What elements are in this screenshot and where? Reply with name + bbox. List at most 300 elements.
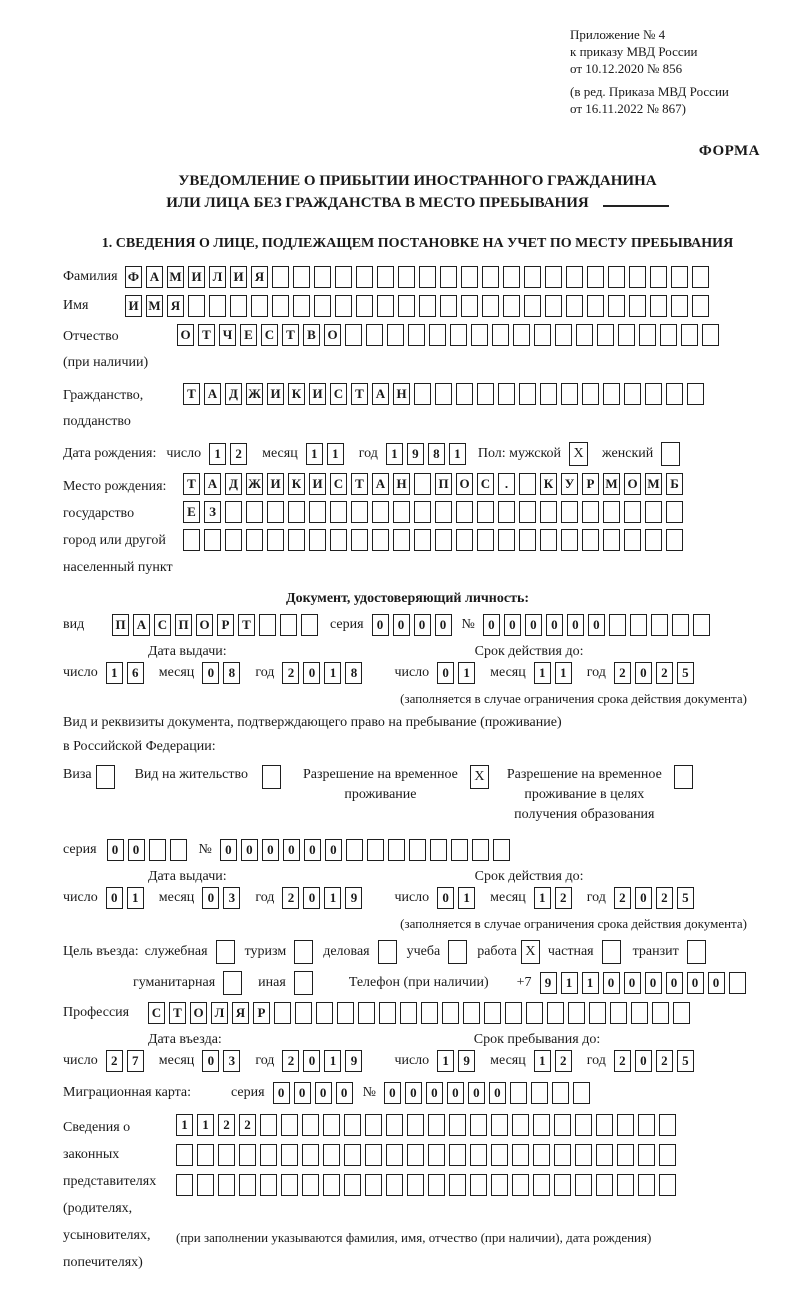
form-cell[interactable] xyxy=(608,266,625,288)
form-cell[interactable] xyxy=(302,1174,319,1196)
form-cell[interactable]: 0 xyxy=(336,1082,353,1104)
birth-month-input[interactable] xyxy=(306,443,344,465)
form-cell[interactable] xyxy=(274,1002,291,1024)
form-cell[interactable] xyxy=(503,295,520,317)
doc-valid-year-input[interactable] xyxy=(614,662,694,684)
form-cell[interactable]: 3 xyxy=(223,1050,240,1072)
form-cell[interactable] xyxy=(344,1174,361,1196)
form-cell[interactable] xyxy=(603,383,620,405)
form-cell[interactable]: 9 xyxy=(458,1050,475,1072)
form-cell[interactable] xyxy=(272,295,289,317)
form-cell[interactable]: 0 xyxy=(304,839,321,861)
form-cell[interactable] xyxy=(650,295,667,317)
form-cell[interactable]: В xyxy=(303,324,320,346)
form-cell[interactable]: 2 xyxy=(614,662,631,684)
form-cell[interactable] xyxy=(323,1114,340,1136)
form-cell[interactable] xyxy=(498,529,515,551)
form-cell[interactable] xyxy=(330,501,347,523)
form-cell[interactable] xyxy=(596,1114,613,1136)
form-cell[interactable]: Ж xyxy=(246,473,263,495)
form-cell[interactable] xyxy=(414,501,431,523)
doc-nomer-input[interactable] xyxy=(483,614,710,636)
form-cell[interactable]: Д xyxy=(225,383,242,405)
form-cell[interactable] xyxy=(471,324,488,346)
form-cell[interactable] xyxy=(673,1002,690,1024)
form-cell[interactable]: Ж xyxy=(246,383,263,405)
form-cell[interactable] xyxy=(693,614,710,636)
form-cell[interactable]: 0 xyxy=(202,662,219,684)
purpose-study-checkbox[interactable] xyxy=(448,940,467,964)
form-cell[interactable] xyxy=(387,324,404,346)
form-cell[interactable] xyxy=(582,383,599,405)
form-cell[interactable] xyxy=(540,529,557,551)
form-cell[interactable]: 0 xyxy=(283,839,300,861)
temp-residence-edu-checkbox[interactable] xyxy=(674,765,693,789)
form-cell[interactable]: 0 xyxy=(303,1050,320,1072)
permit-nomer-input[interactable] xyxy=(220,839,510,861)
form-cell[interactable] xyxy=(377,295,394,317)
form-cell[interactable] xyxy=(419,295,436,317)
form-cell[interactable]: 0 xyxy=(128,839,145,861)
form-cell[interactable]: А xyxy=(204,383,221,405)
form-cell[interactable] xyxy=(372,529,389,551)
form-cell[interactable]: Л xyxy=(211,1002,228,1024)
form-cell[interactable]: С xyxy=(477,473,494,495)
form-cell[interactable]: 0 xyxy=(414,614,431,636)
purpose-official-checkbox[interactable] xyxy=(216,940,235,964)
form-cell[interactable] xyxy=(246,529,263,551)
form-cell[interactable]: П xyxy=(112,614,129,636)
form-cell[interactable] xyxy=(659,1174,676,1196)
form-cell[interactable]: 2 xyxy=(218,1114,235,1136)
form-cell[interactable]: 1 xyxy=(209,443,226,465)
profession-input[interactable] xyxy=(148,1002,690,1024)
form-cell[interactable] xyxy=(281,1114,298,1136)
form-cell[interactable] xyxy=(624,383,641,405)
form-cell[interactable]: 2 xyxy=(614,1050,631,1072)
form-cell[interactable] xyxy=(624,501,641,523)
form-cell[interactable]: М xyxy=(645,473,662,495)
form-cell[interactable] xyxy=(176,1174,193,1196)
form-cell[interactable] xyxy=(450,324,467,346)
form-cell[interactable] xyxy=(288,501,305,523)
form-cell[interactable] xyxy=(302,1114,319,1136)
form-cell[interactable]: 0 xyxy=(635,1050,652,1072)
form-cell[interactable] xyxy=(346,839,363,861)
form-cell[interactable]: 1 xyxy=(534,1050,551,1072)
form-cell[interactable]: А xyxy=(204,473,221,495)
form-cell[interactable] xyxy=(652,1002,669,1024)
form-cell[interactable] xyxy=(366,324,383,346)
form-cell[interactable] xyxy=(519,501,536,523)
form-cell[interactable] xyxy=(337,1002,354,1024)
form-cell[interactable] xyxy=(301,614,318,636)
form-cell[interactable]: 2 xyxy=(282,1050,299,1072)
form-cell[interactable] xyxy=(309,501,326,523)
form-cell[interactable] xyxy=(666,529,683,551)
form-cell[interactable] xyxy=(512,1174,529,1196)
form-cell[interactable] xyxy=(566,295,583,317)
form-cell[interactable]: З xyxy=(204,501,221,523)
form-cell[interactable] xyxy=(702,324,719,346)
form-cell[interactable]: А xyxy=(133,614,150,636)
doc-valid-month-input[interactable] xyxy=(534,662,572,684)
birthplace-row3-input[interactable] xyxy=(183,529,683,551)
form-cell[interactable] xyxy=(449,1114,466,1136)
form-cell[interactable]: 1 xyxy=(534,887,551,909)
form-cell[interactable] xyxy=(540,501,557,523)
form-cell[interactable]: 1 xyxy=(582,972,599,994)
form-cell[interactable]: 0 xyxy=(447,1082,464,1104)
form-cell[interactable] xyxy=(461,295,478,317)
form-cell[interactable]: Я xyxy=(232,1002,249,1024)
form-cell[interactable]: 1 xyxy=(458,662,475,684)
form-cell[interactable]: 1 xyxy=(327,443,344,465)
form-cell[interactable]: 8 xyxy=(345,662,362,684)
form-cell[interactable] xyxy=(645,529,662,551)
form-cell[interactable] xyxy=(407,1174,424,1196)
form-cell[interactable] xyxy=(492,324,509,346)
form-cell[interactable] xyxy=(477,529,494,551)
form-cell[interactable] xyxy=(524,266,541,288)
entry-month-input[interactable] xyxy=(202,1050,240,1072)
form-cell[interactable] xyxy=(260,1114,277,1136)
form-cell[interactable] xyxy=(428,1114,445,1136)
form-cell[interactable]: К xyxy=(288,473,305,495)
form-cell[interactable] xyxy=(442,1002,459,1024)
form-cell[interactable]: 0 xyxy=(483,614,500,636)
form-cell[interactable] xyxy=(472,839,489,861)
form-cell[interactable] xyxy=(451,839,468,861)
form-cell[interactable] xyxy=(545,295,562,317)
form-cell[interactable]: 0 xyxy=(303,887,320,909)
form-cell[interactable]: 0 xyxy=(468,1082,485,1104)
form-cell[interactable]: Т xyxy=(351,473,368,495)
form-cell[interactable]: 9 xyxy=(407,443,424,465)
form-cell[interactable] xyxy=(547,1002,564,1024)
form-cell[interactable] xyxy=(618,324,635,346)
form-cell[interactable] xyxy=(554,1174,571,1196)
form-cell[interactable]: 0 xyxy=(384,1082,401,1104)
form-cell[interactable] xyxy=(576,324,593,346)
form-cell[interactable]: 2 xyxy=(282,662,299,684)
form-cell[interactable] xyxy=(582,501,599,523)
form-cell[interactable] xyxy=(259,614,276,636)
form-cell[interactable]: 0 xyxy=(393,614,410,636)
form-cell[interactable]: 0 xyxy=(325,839,342,861)
purpose-business-checkbox[interactable] xyxy=(378,940,397,964)
form-cell[interactable]: О xyxy=(196,614,213,636)
form-cell[interactable] xyxy=(659,1114,676,1136)
form-cell[interactable] xyxy=(566,266,583,288)
form-cell[interactable] xyxy=(356,266,373,288)
form-number-blank[interactable] xyxy=(603,193,669,207)
form-cell[interactable]: 1 xyxy=(561,972,578,994)
form-cell[interactable] xyxy=(533,1174,550,1196)
form-cell[interactable]: К xyxy=(540,473,557,495)
form-cell[interactable]: И xyxy=(267,473,284,495)
form-cell[interactable] xyxy=(498,383,515,405)
stay-year-input[interactable] xyxy=(614,1050,694,1072)
form-cell[interactable]: 0 xyxy=(588,614,605,636)
residence-checkbox[interactable] xyxy=(262,765,281,789)
form-cell[interactable] xyxy=(470,1114,487,1136)
form-cell[interactable] xyxy=(482,295,499,317)
form-cell[interactable] xyxy=(393,501,410,523)
form-cell[interactable] xyxy=(482,266,499,288)
form-cell[interactable] xyxy=(351,529,368,551)
form-cell[interactable]: М xyxy=(146,295,163,317)
form-cell[interactable]: Я xyxy=(251,266,268,288)
form-cell[interactable] xyxy=(493,839,510,861)
form-cell[interactable] xyxy=(335,295,352,317)
form-cell[interactable] xyxy=(505,1002,522,1024)
form-cell[interactable] xyxy=(344,1114,361,1136)
form-cell[interactable] xyxy=(587,295,604,317)
form-cell[interactable]: 7 xyxy=(127,1050,144,1072)
form-cell[interactable] xyxy=(503,266,520,288)
form-cell[interactable]: 6 xyxy=(127,662,144,684)
form-cell[interactable] xyxy=(729,972,746,994)
form-cell[interactable]: 2 xyxy=(282,887,299,909)
form-cell[interactable]: И xyxy=(309,473,326,495)
form-cell[interactable] xyxy=(251,295,268,317)
form-cell[interactable]: 0 xyxy=(624,972,641,994)
form-cell[interactable]: 1 xyxy=(324,662,341,684)
form-cell[interactable] xyxy=(430,839,447,861)
birthplace-row1-input[interactable] xyxy=(183,473,683,495)
form-cell[interactable] xyxy=(463,1002,480,1024)
form-cell[interactable]: О xyxy=(324,324,341,346)
form-cell[interactable] xyxy=(314,295,331,317)
form-cell[interactable] xyxy=(510,1082,527,1104)
form-cell[interactable]: Н xyxy=(393,473,410,495)
purpose-tourism-checkbox[interactable] xyxy=(294,940,313,964)
form-cell[interactable] xyxy=(197,1174,214,1196)
form-cell[interactable] xyxy=(379,1002,396,1024)
doc-valid-day-input[interactable] xyxy=(437,662,475,684)
form-cell[interactable] xyxy=(149,839,166,861)
form-cell[interactable]: 2 xyxy=(555,887,572,909)
purpose-work-checkbox[interactable]: X xyxy=(521,940,540,964)
form-cell[interactable]: 1 xyxy=(106,662,123,684)
form-cell[interactable]: И xyxy=(309,383,326,405)
form-cell[interactable] xyxy=(429,324,446,346)
form-cell[interactable]: 0 xyxy=(603,972,620,994)
form-cell[interactable]: 0 xyxy=(504,614,521,636)
form-cell[interactable] xyxy=(323,1174,340,1196)
form-cell[interactable]: 0 xyxy=(567,614,584,636)
form-cell[interactable] xyxy=(409,839,426,861)
form-cell[interactable] xyxy=(365,1174,382,1196)
form-cell[interactable]: 2 xyxy=(239,1114,256,1136)
form-cell[interactable] xyxy=(519,383,536,405)
form-cell[interactable]: 1 xyxy=(197,1114,214,1136)
form-cell[interactable] xyxy=(309,529,326,551)
form-cell[interactable] xyxy=(230,295,247,317)
form-cell[interactable] xyxy=(638,1174,655,1196)
form-cell[interactable] xyxy=(225,501,242,523)
sex-male-checkbox[interactable]: X xyxy=(569,442,588,466)
form-cell[interactable] xyxy=(414,529,431,551)
form-cell[interactable] xyxy=(568,1002,585,1024)
doc-type-input[interactable] xyxy=(112,614,318,636)
form-cell[interactable] xyxy=(183,529,200,551)
form-cell[interactable] xyxy=(630,614,647,636)
form-cell[interactable]: 0 xyxy=(489,1082,506,1104)
form-cell[interactable]: 2 xyxy=(656,887,673,909)
form-cell[interactable]: Т xyxy=(351,383,368,405)
form-cell[interactable] xyxy=(639,324,656,346)
form-cell[interactable]: Ч xyxy=(219,324,236,346)
form-cell[interactable] xyxy=(358,1002,375,1024)
form-cell[interactable]: 0 xyxy=(202,887,219,909)
form-cell[interactable]: Т xyxy=(183,383,200,405)
form-cell[interactable] xyxy=(398,295,415,317)
form-cell[interactable]: М xyxy=(603,473,620,495)
form-cell[interactable] xyxy=(513,324,530,346)
form-cell[interactable]: Р xyxy=(217,614,234,636)
form-cell[interactable] xyxy=(608,295,625,317)
form-cell[interactable] xyxy=(603,529,620,551)
form-cell[interactable] xyxy=(617,1174,634,1196)
form-cell[interactable]: И xyxy=(188,266,205,288)
form-cell[interactable] xyxy=(629,295,646,317)
form-cell[interactable] xyxy=(575,1114,592,1136)
stay-day-input[interactable] xyxy=(437,1050,475,1072)
form-cell[interactable] xyxy=(281,1174,298,1196)
form-cell[interactable]: 1 xyxy=(386,443,403,465)
temp-residence-checkbox[interactable]: X xyxy=(470,765,489,789)
form-cell[interactable]: О xyxy=(624,473,641,495)
form-cell[interactable]: О xyxy=(456,473,473,495)
form-cell[interactable] xyxy=(666,383,683,405)
form-cell[interactable]: И xyxy=(230,266,247,288)
form-cell[interactable]: 0 xyxy=(635,887,652,909)
form-cell[interactable]: 0 xyxy=(635,662,652,684)
permit-valid-month-input[interactable] xyxy=(534,887,572,909)
form-cell[interactable]: 0 xyxy=(405,1082,422,1104)
form-cell[interactable] xyxy=(609,614,626,636)
form-cell[interactable] xyxy=(597,324,614,346)
form-cell[interactable] xyxy=(491,1174,508,1196)
form-cell[interactable]: 3 xyxy=(223,887,240,909)
form-cell[interactable]: 0 xyxy=(426,1082,443,1104)
form-cell[interactable] xyxy=(408,324,425,346)
form-cell[interactable] xyxy=(554,1114,571,1136)
purpose-transit-checkbox[interactable] xyxy=(687,940,706,964)
form-cell[interactable] xyxy=(295,1002,312,1024)
form-cell[interactable]: 1 xyxy=(306,443,323,465)
form-cell[interactable]: 1 xyxy=(437,1050,454,1072)
form-cell[interactable] xyxy=(414,473,431,495)
form-cell[interactable] xyxy=(617,1114,634,1136)
form-cell[interactable] xyxy=(561,383,578,405)
form-cell[interactable] xyxy=(624,529,641,551)
form-cell[interactable] xyxy=(393,529,410,551)
purpose-private-checkbox[interactable] xyxy=(602,940,621,964)
form-cell[interactable]: 0 xyxy=(303,662,320,684)
form-cell[interactable]: Е xyxy=(240,324,257,346)
form-cell[interactable] xyxy=(540,383,557,405)
form-cell[interactable]: И xyxy=(125,295,142,317)
form-cell[interactable] xyxy=(631,1002,648,1024)
birth-day-input[interactable] xyxy=(209,443,247,465)
citizenship-input[interactable] xyxy=(183,383,704,405)
form-cell[interactable]: С xyxy=(261,324,278,346)
form-cell[interactable]: С xyxy=(330,383,347,405)
mig-seriya-input[interactable] xyxy=(273,1082,353,1104)
form-cell[interactable]: Т xyxy=(183,473,200,495)
form-cell[interactable] xyxy=(400,1002,417,1024)
form-cell[interactable] xyxy=(519,473,536,495)
form-cell[interactable] xyxy=(435,501,452,523)
stay-month-input[interactable] xyxy=(534,1050,572,1072)
form-cell[interactable]: . xyxy=(498,473,515,495)
form-cell[interactable]: С xyxy=(330,473,347,495)
birthplace-row2-input[interactable] xyxy=(183,501,683,523)
name-input[interactable] xyxy=(125,295,709,317)
form-cell[interactable] xyxy=(456,501,473,523)
form-cell[interactable] xyxy=(692,295,709,317)
form-cell[interactable] xyxy=(461,266,478,288)
form-cell[interactable] xyxy=(314,266,331,288)
form-cell[interactable] xyxy=(512,1114,529,1136)
form-cell[interactable] xyxy=(638,1114,655,1136)
form-cell[interactable] xyxy=(246,501,263,523)
form-cell[interactable]: П xyxy=(175,614,192,636)
form-cell[interactable]: 0 xyxy=(666,972,683,994)
phone-input[interactable] xyxy=(540,972,746,994)
form-cell[interactable]: О xyxy=(177,324,194,346)
form-cell[interactable]: 0 xyxy=(372,614,389,636)
form-cell[interactable] xyxy=(561,529,578,551)
form-cell[interactable] xyxy=(330,529,347,551)
form-cell[interactable]: 0 xyxy=(546,614,563,636)
purpose-other-checkbox[interactable] xyxy=(294,971,313,995)
form-cell[interactable] xyxy=(440,295,457,317)
doc-issue-year-input[interactable] xyxy=(282,662,362,684)
form-cell[interactable] xyxy=(372,501,389,523)
form-cell[interactable]: 0 xyxy=(525,614,542,636)
form-cell[interactable]: 2 xyxy=(106,1050,123,1072)
form-cell[interactable]: Д xyxy=(225,473,242,495)
form-cell[interactable] xyxy=(435,383,452,405)
form-cell[interactable]: 0 xyxy=(220,839,237,861)
form-cell[interactable] xyxy=(645,501,662,523)
form-cell[interactable] xyxy=(435,529,452,551)
form-cell[interactable]: 0 xyxy=(437,887,454,909)
form-cell[interactable] xyxy=(386,1114,403,1136)
form-cell[interactable]: 9 xyxy=(540,972,557,994)
form-cell[interactable] xyxy=(672,614,689,636)
form-cell[interactable]: К xyxy=(288,383,305,405)
form-cell[interactable]: У xyxy=(561,473,578,495)
form-cell[interactable]: 0 xyxy=(687,972,704,994)
form-cell[interactable]: О xyxy=(190,1002,207,1024)
form-cell[interactable] xyxy=(428,1174,445,1196)
representatives-row1-input[interactable] xyxy=(176,1114,676,1136)
form-cell[interactable] xyxy=(316,1002,333,1024)
form-cell[interactable] xyxy=(377,266,394,288)
form-cell[interactable]: 0 xyxy=(273,1082,290,1104)
form-cell[interactable] xyxy=(170,839,187,861)
form-cell[interactable]: 0 xyxy=(262,839,279,861)
form-cell[interactable] xyxy=(272,266,289,288)
form-cell[interactable] xyxy=(526,1002,543,1024)
form-cell[interactable] xyxy=(367,839,384,861)
form-cell[interactable]: А xyxy=(372,383,389,405)
